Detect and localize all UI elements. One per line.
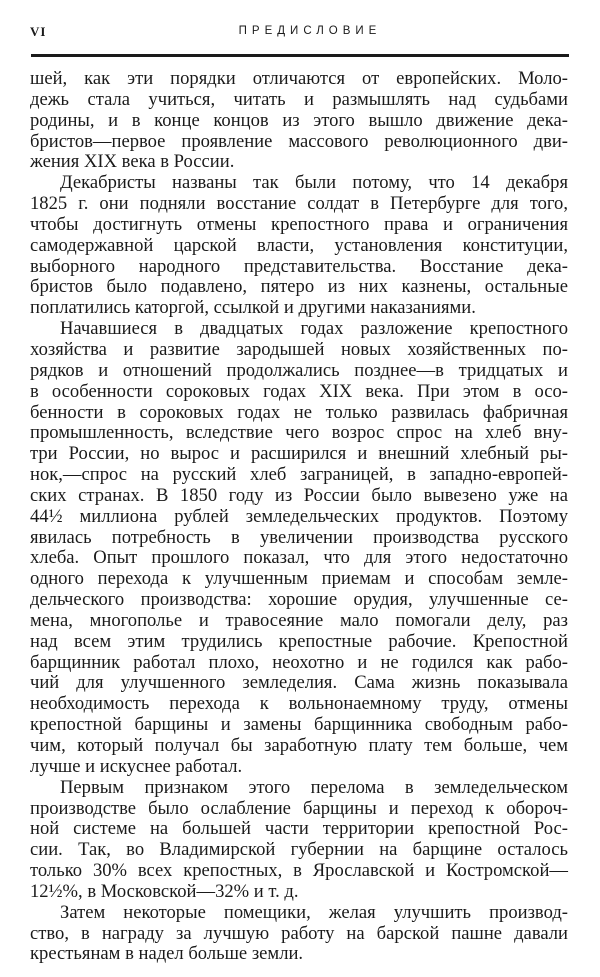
- text-line: бристов—первое проявление массового революционного дви-: [30, 130, 568, 152]
- paragraph: [30, 903, 568, 966]
- text-line: Начавшиеся в двадцатых годах разложение крепостного: [60, 318, 568, 340]
- text-line: 1825 г. они подняли восстание солдат в Петербурге для того,: [30, 193, 568, 215]
- text-line: мена, многополье и травосеяние мало помогали делу, раз: [30, 609, 568, 631]
- text-line: барщинник работал плохо, неохотно и не годился как рабо-: [30, 651, 568, 673]
- text-line: явилась потребность в увеличении производства русского: [30, 526, 568, 548]
- text-line: выборного народного представительства. Восстание дека-: [30, 255, 568, 277]
- text-line: Затем некоторые помещики, желая улучшить производ-: [60, 901, 568, 923]
- text-line: ство, в награду за лучшую работу на барской пашне давали: [30, 922, 568, 944]
- text-line: чтобы достигнуть отмены крепостного права и ограничения: [30, 213, 568, 235]
- text-line: шей, как эти порядки отличаются от европейских. Моло-: [30, 68, 568, 89]
- text-line: сии. Так, во Владимирской губернии на барщине осталось: [30, 839, 568, 861]
- text-line: ских странах. В 1850 году из России было вывезено уже на: [30, 484, 568, 506]
- text-line: жения XIX века в России.: [30, 151, 235, 173]
- text-line: Декабристы названы так были потому, что 14 декабря: [60, 172, 568, 194]
- page-number: VI: [30, 24, 47, 39]
- text-line: самодержавной царской власти, установления конституции,: [30, 234, 568, 256]
- text-line: над всем этим трудились крепостные рабочие. Крепостной: [30, 630, 568, 652]
- running-title: ПРЕДИСЛОВИЕ: [238, 25, 382, 37]
- text-line: чий для улучшенного земледелия. Сама жизнь показывала: [30, 672, 568, 694]
- text-line: чим, который получал бы заработную плату тем больше, чем: [30, 735, 568, 756]
- text-line: поплатились каторгой, ссылкой и другими наказаниями.: [30, 297, 476, 319]
- text-line: рядков и отношений продолжались позднее—в тридцатых и: [30, 359, 568, 381]
- text-line: только 30% всех крепостных, в Ярославской и Костромской—: [30, 860, 568, 882]
- paragraph: [30, 69, 568, 173]
- text-line: нок,—спрос на русский хлеб заграницей, в западно-европей-: [30, 464, 568, 486]
- text-line: одного перехода к улучшенным приемам и способам земле-: [30, 568, 568, 590]
- page-body: [30, 69, 568, 965]
- text-line: крепостной барщины и замены барщинника свободным рабо-: [30, 714, 568, 736]
- text-line: 12½%, в Московской—32% и т. д.: [30, 880, 299, 902]
- text-line: родины, и в конце концов из этого вышло движение дека-: [30, 109, 568, 131]
- paragraph: [30, 319, 568, 778]
- text-line: крестьянам в надел больше земли.: [30, 943, 304, 965]
- paragraph: [30, 173, 568, 319]
- text-line: бенности в сороковых годах не только развилась фабричная: [30, 401, 568, 423]
- paragraph: [30, 778, 568, 903]
- text-line: хлеба. Опыт прошлого показал, что для этого недостаточно: [30, 547, 568, 569]
- text-line: дельческого производства: хорошие орудия, улучшенные се-: [30, 589, 568, 611]
- text-line: в особенности сороковых годах XIX века. При этом в осо-: [30, 380, 568, 402]
- text-line: промышленность, вследствие чего возрос спрос на хлеб вну-: [30, 422, 568, 444]
- text-line: ной системе на большей части территории крепостной Рос-: [30, 818, 568, 840]
- text-line: производстве было ослабление барщины и переход к обороч-: [30, 797, 568, 819]
- text-line: бристов было подавлено, пятеро из них казнены, остальные: [30, 276, 568, 298]
- text-line: три России, но вырос и расширился и внешний хлебный ры-: [30, 443, 568, 465]
- text-line: необходимость перехода к вольнонаемному труду, отмены: [30, 693, 568, 715]
- text-line: 44½ миллиона рублей земледельческих продуктов. Поэтому: [30, 505, 568, 527]
- text-line: хозяйства и развитие зародышей новых хозяйственных по-: [30, 338, 568, 360]
- header-rule: [31, 54, 569, 57]
- text-line: дежь стала учиться, читать и размышлять над судьбами: [30, 88, 568, 110]
- text-line: Первым признаком этого перелома в земледельческом: [60, 776, 568, 798]
- text-line: лучше и искуснее работал.: [30, 755, 243, 777]
